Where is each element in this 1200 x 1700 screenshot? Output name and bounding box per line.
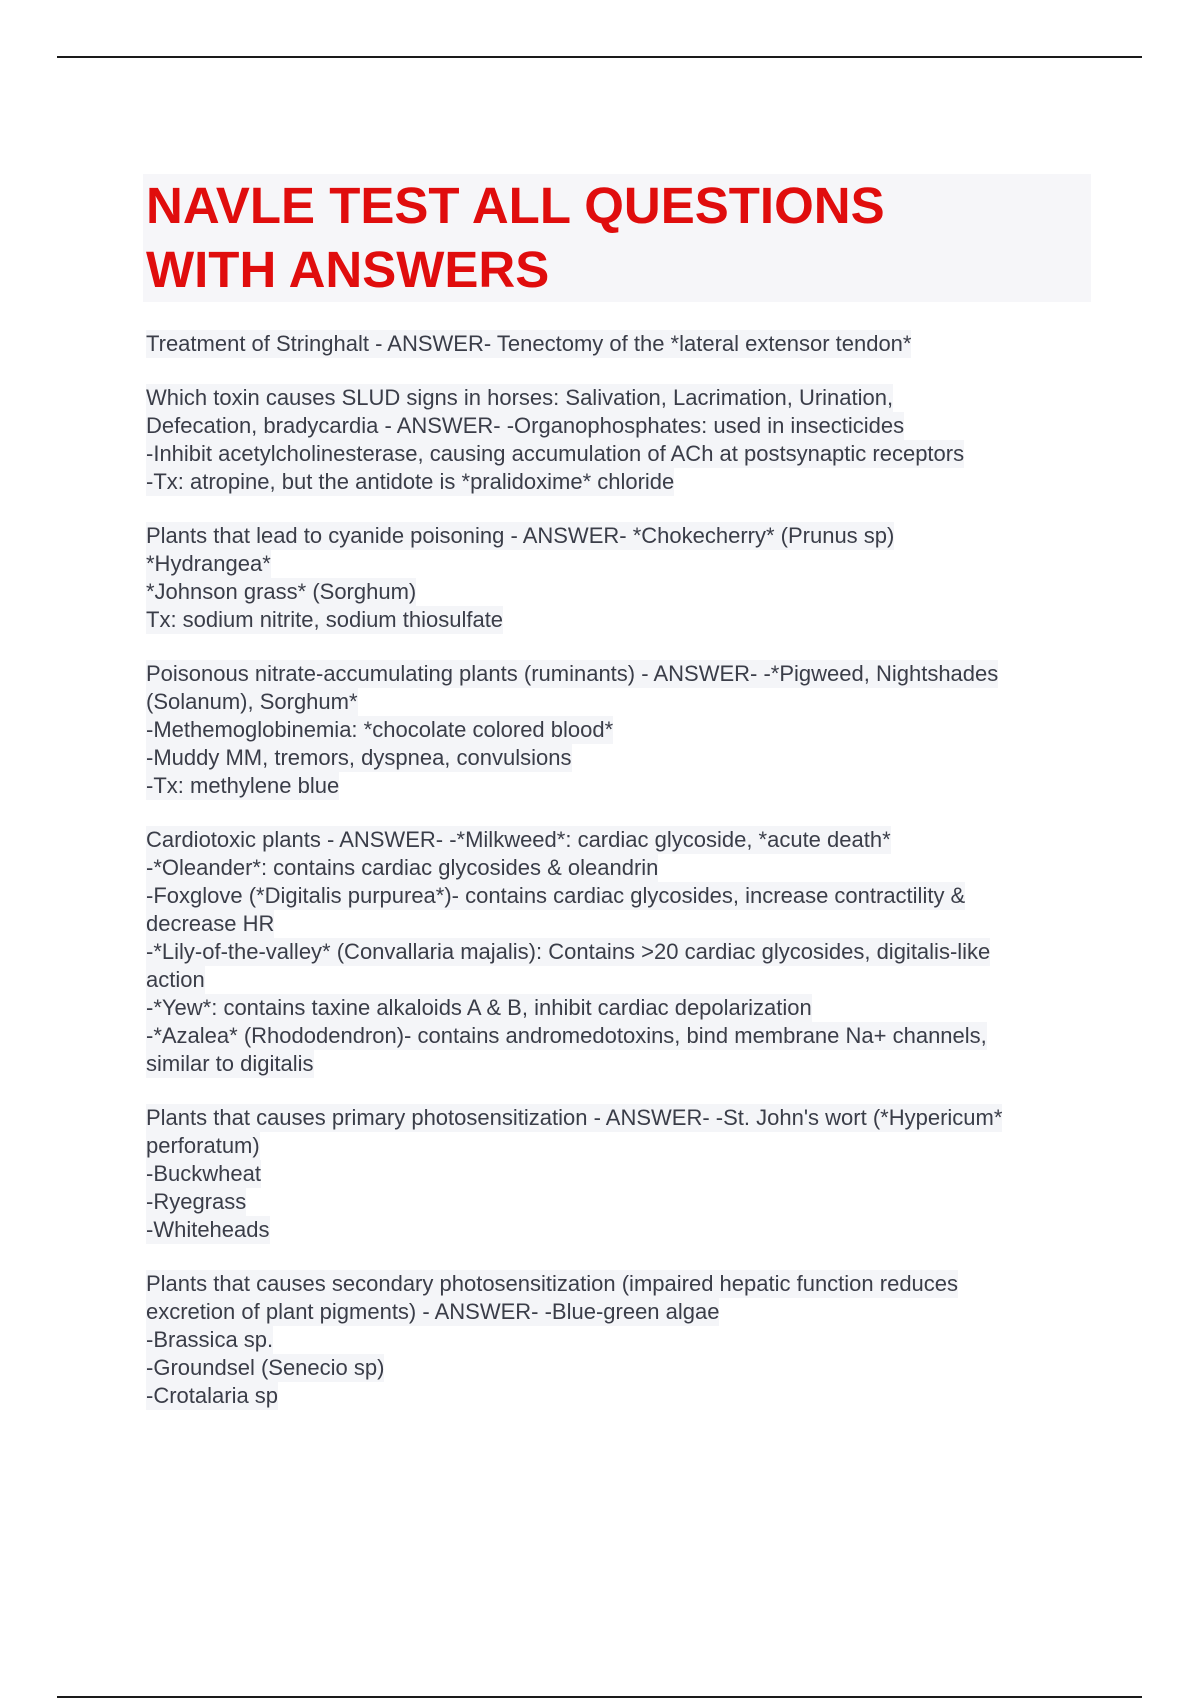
qa-line: *Hydrangea* xyxy=(146,551,271,576)
header-rule xyxy=(57,56,1142,58)
qa-line: -Ryegrass xyxy=(146,1189,247,1214)
qa-item xyxy=(146,330,1096,358)
document-title xyxy=(143,174,1091,302)
qa-line: Cardiotoxic plants - ANSWER- -*Milkweed*: cardiac glycoside, *acute death* xyxy=(146,827,891,852)
title-block xyxy=(143,174,1091,302)
qa-line: Which toxin causes SLUD signs in horses: Salivation, Lacrimation, Urination, xyxy=(146,385,894,410)
qa-item xyxy=(146,1270,1096,1410)
qa-line: excretion of plant pigments) - ANSWER- -Blue-green algae xyxy=(146,1299,720,1324)
qa-line: Defecation, bradycardia - ANSWER- -Organophosphates: used in insecticides xyxy=(146,413,905,438)
qa-item xyxy=(146,826,1096,1078)
qa-line: -Groundsel (Senecio sp) xyxy=(146,1355,385,1380)
qa-line: -Brassica sp. xyxy=(146,1327,274,1352)
qa-line: decrease HR xyxy=(146,911,275,936)
qa-line: perforatum) xyxy=(146,1133,260,1158)
qa-line: -*Oleander*: contains cardiac glycosides & oleandrin xyxy=(146,855,659,880)
qa-list xyxy=(146,330,1096,1436)
qa-line: *Johnson grass* (Sorghum) xyxy=(146,579,417,604)
qa-line: -*Yew*: contains taxine alkaloids A & B, inhibit cardiac depolarization xyxy=(146,995,812,1020)
footer-rule xyxy=(57,1696,1142,1698)
qa-line: Poisonous nitrate-accumulating plants (ruminants) - ANSWER- -*Pigweed, Nightshades xyxy=(146,661,999,686)
qa-line: -Tx: methylene blue xyxy=(146,773,340,798)
title-line-1: NAVLE TEST ALL QUESTIONS xyxy=(146,177,885,234)
qa-line: -Buckwheat xyxy=(146,1161,261,1186)
qa-line: Tx: sodium nitrite, sodium thiosulfate xyxy=(146,607,504,632)
qa-line: -Tx: atropine, but the antidote is *pralidoxime* chloride xyxy=(146,469,675,494)
qa-item xyxy=(146,522,1096,634)
title-line-2: WITH ANSWERS xyxy=(146,241,550,298)
qa-line: -Whiteheads xyxy=(146,1217,270,1242)
qa-line: Plants that causes primary photosensitization - ANSWER- -St. John's wort (*Hypericum* xyxy=(146,1105,1003,1130)
qa-line: Plants that lead to cyanide poisoning - ANSWER- *Chokecherry* (Prunus sp) xyxy=(146,523,895,548)
qa-line: -Muddy MM, tremors, dyspnea, convulsions xyxy=(146,745,572,770)
qa-line: -*Azalea* (Rhododendron)- contains andromedotoxins, bind membrane Na+ channels, xyxy=(146,1023,987,1048)
qa-line: -Inhibit acetylcholinesterase, causing accumulation of ACh at postsynaptic receptors xyxy=(146,441,965,466)
qa-line: similar to digitalis xyxy=(146,1051,314,1076)
qa-item xyxy=(146,1104,1096,1244)
qa-line: action xyxy=(146,967,205,992)
qa-line: -Foxglove (*Digitalis purpurea*)- contains cardiac glycosides, increase contractility & xyxy=(146,883,966,908)
qa-item xyxy=(146,384,1096,496)
qa-line: -Methemoglobinemia: *chocolate colored blood* xyxy=(146,717,614,742)
qa-item xyxy=(146,660,1096,800)
qa-line: -Crotalaria sp xyxy=(146,1383,279,1408)
qa-line: Plants that causes secondary photosensitization (impaired hepatic function reduces xyxy=(146,1271,959,1296)
qa-line: -*Lily-of-the-valley* (Convallaria majalis): Contains >20 cardiac glycosides, digitalis-like xyxy=(146,939,991,964)
qa-line: (Solanum), Sorghum* xyxy=(146,689,358,714)
qa-line: Treatment of Stringhalt - ANSWER- Tenectomy of the *lateral extensor tendon* xyxy=(146,331,912,356)
